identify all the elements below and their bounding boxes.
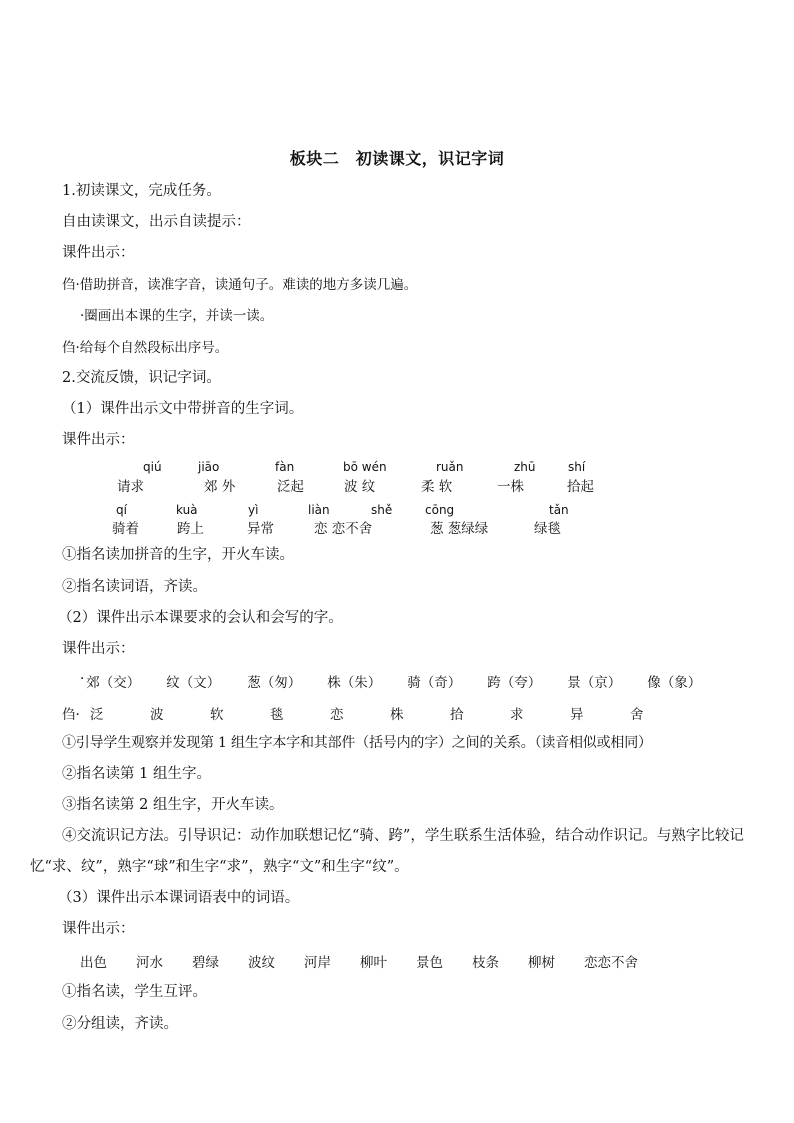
pinyin-word: 一株 [497, 479, 524, 495]
char-item: 求 [510, 707, 524, 723]
char-item: 拾 [450, 707, 464, 723]
pinyin-label: tǎn [549, 503, 569, 517]
char-group-2 [62, 703, 644, 723]
pinyin-label: liàn [308, 503, 330, 517]
sub2-item-d: ④交流识记方法。引导识记：动作加联想记忆“骑、跨”，学生联系生活体验，结合动作识记。与熟字比较记忆“求、纹”，熟字“球”和生字“求”，熟字“文”和生字“纹”。 [30, 828, 744, 875]
pinyin-label: yì [248, 503, 259, 517]
pinyin-label: shě [371, 503, 393, 517]
vocab-word: 柳叶 [360, 955, 387, 971]
pinyin-word: 柔 软 [421, 479, 453, 495]
char-item: 郊（交） [86, 675, 141, 691]
char-item: 毯 [270, 707, 284, 723]
sub-step-3: （3）课件出示本课词语表中的词语。 [58, 890, 300, 906]
pinyin-word: 波 纹 [344, 479, 376, 495]
pinyin-word: 拾起 [567, 479, 594, 495]
char-item: 恋 [330, 707, 344, 723]
sub-step-1: （1）课件出示文中带拼音的生字词。 [62, 401, 304, 417]
vocab-row [80, 951, 638, 971]
char-item: 骑（奇） [407, 675, 462, 691]
char-item: 软 [210, 707, 224, 723]
vocab-word: 波纹 [248, 955, 275, 971]
pinyin-label: qí [116, 503, 127, 517]
tip-item-3: 㑇·给每个自然段标出序号。 [62, 340, 229, 356]
vocab-word: 出色 [80, 955, 107, 971]
sub-step-2: （2）课件出示本课要求的会认和会写的字。 [58, 610, 343, 626]
char-item: 株（朱） [327, 675, 382, 691]
sub3-item-b: ②分组读，齐读。 [62, 1016, 178, 1032]
tip-item-1: 㑇·借助拼音，读准字音，读通句子。难读的地方多读几遍。 [62, 277, 418, 293]
self-read-hint: 自由读课文，出示自读提示： [62, 214, 251, 230]
vocab-word: 恋恋不舍 [584, 955, 638, 971]
courseware-label-3: 课件出示： [62, 641, 135, 657]
pinyin-label: fàn [275, 460, 295, 474]
courseware-label-4: 课件出示： [62, 921, 135, 937]
courseware-label-1: 课件出示： [62, 245, 135, 261]
vocab-word: 柳树 [528, 955, 555, 971]
step-2-heading: 2.交流反馈，识记字词。 [62, 370, 221, 386]
char-item: 跨（夸） [487, 675, 542, 691]
sub2-item-a: ①引导学生观察并发现第 1 组生字本字和其部件（括号内的字）之间的关系。（读音相似或相同） [62, 735, 652, 751]
courseware-label-2: 课件出示： [62, 432, 135, 448]
pinyin-word: 泛起 [277, 479, 304, 495]
char-item: 舍 [630, 707, 644, 723]
pinyin-label: jiāo [198, 460, 220, 474]
pinyin-label: qiú [143, 460, 162, 474]
pinyin-word: 绿毯 [534, 521, 561, 537]
pinyin-label: kuà [176, 503, 198, 517]
pinyin-word: 葱 葱绿绿 [430, 521, 489, 537]
pinyin-label: ruǎn [436, 460, 464, 474]
char-item: 泛 [90, 707, 104, 723]
group-bullet: 㑇· [62, 707, 80, 723]
sub1-item-b: ②指名读词语，齐读。 [62, 579, 207, 595]
char-group-1 [80, 671, 701, 691]
vocab-word: 河岸 [304, 955, 331, 971]
vocab-word: 河水 [136, 955, 163, 971]
vocab-word: 枝条 [472, 955, 499, 971]
pinyin-word: 异常 [247, 521, 274, 537]
pinyin-word: 请求 [117, 479, 144, 495]
vocab-word: 景色 [416, 955, 443, 971]
pinyin-word: 恋 恋不舍 [314, 521, 373, 537]
pinyin-label: shí [568, 460, 586, 474]
char-item: 景（京） [567, 675, 622, 691]
section-title: 板块二 初读课文，识记字词 [289, 149, 505, 168]
vocab-word: 碧绿 [192, 955, 219, 971]
char-item: 像（象） [647, 675, 702, 691]
sub2-item-b: ②指名读第 1 组生字。 [62, 766, 211, 782]
pinyin-word: 郊 外 [204, 479, 236, 495]
sub1-item-a: ①指名读加拼音的生字，开火车读。 [62, 547, 294, 563]
char-item: 纹（文） [166, 675, 221, 691]
pinyin-label: zhū [514, 460, 536, 474]
pinyin-label: cōng [425, 503, 455, 517]
tip-item-2: ·圈画出本课的生字，并读一读。 [80, 308, 274, 324]
char-item: 株 [390, 707, 404, 723]
pinyin-word: 骑着 [112, 521, 139, 537]
char-item: 异 [570, 707, 584, 723]
char-item: 葱（匆） [247, 675, 302, 691]
sub3-item-a: ①指名读，学生互评。 [62, 984, 207, 1000]
sub2-item-c: ③指名读第 2 组生字，开火车读。 [62, 797, 284, 813]
char-item: 波 [150, 707, 164, 723]
group-bullet: · [80, 671, 85, 687]
pinyin-word: 跨上 [177, 521, 204, 537]
pinyin-label: bō wén [343, 460, 387, 474]
step-1-heading: 1.初读课文，完成任务。 [62, 183, 221, 199]
